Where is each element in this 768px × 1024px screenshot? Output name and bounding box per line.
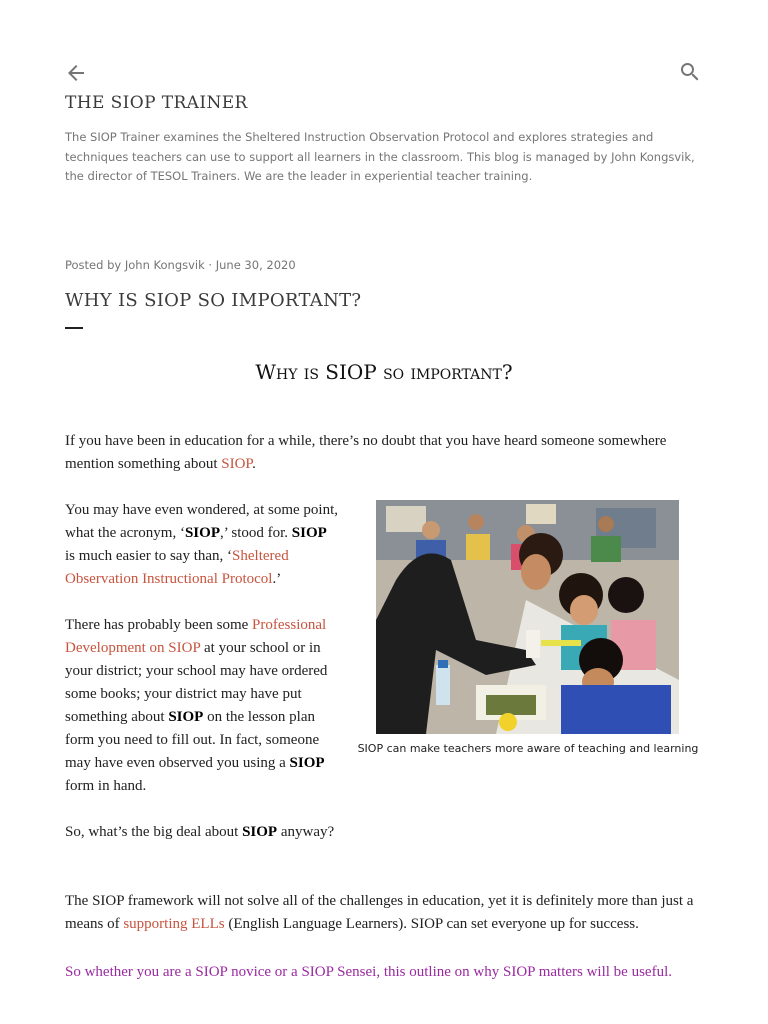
supporting-ells-link[interactable]: supporting ELLs <box>123 916 225 932</box>
header-bar <box>0 52 768 92</box>
siop-term: SIOP <box>168 709 204 725</box>
post-date-link[interactable]: June 30, 2020 <box>215 258 296 272</box>
siop-term: SIOP <box>242 824 278 840</box>
siop-link[interactable]: SIOP <box>221 456 253 472</box>
post-title: WHY IS SIOP SO IMPORTANT? <box>65 290 362 311</box>
classroom-photo[interactable] <box>376 500 679 734</box>
para-text: at your school or in your district; your school may have ordered some books; your district may have put something about <box>65 640 328 725</box>
arrow-left-icon[interactable] <box>64 61 88 85</box>
paragraph-intro <box>65 430 705 476</box>
title-divider <box>65 327 83 329</box>
para-text: (English Language Learners). SIOP can set everyone up for success. <box>224 916 639 932</box>
author-link[interactable]: John Kongsvik <box>124 258 205 272</box>
paragraph-professional-development <box>65 614 340 798</box>
paragraph-acronym <box>65 499 340 591</box>
para-text: form in hand. <box>65 778 147 794</box>
paragraph-big-deal <box>65 821 340 844</box>
figure-caption: SIOP can make teachers more aware of teaching and learning <box>357 742 699 755</box>
paragraph-outline-note: So whether you are a SIOP novice or a SIOP Sensei, this outline on why SIOP matters will be useful. <box>65 964 673 980</box>
para-text: .’ <box>272 571 282 587</box>
siop-term: SIOP <box>289 755 325 771</box>
para-text: on the lesson plan form you need to fill out. In fact, someone may have even observed you using a <box>65 709 320 771</box>
blog-title-link[interactable]: THE SIOP TRAINER <box>65 93 248 113</box>
article-heading: Why is SIOP so important? <box>255 360 513 384</box>
para-text: is much easier to say than, ‘ <box>65 548 233 564</box>
para-text: . <box>252 456 256 472</box>
para-text: The SIOP framework will not solve all of the challenges in education, yet it is definitely more than just a means of <box>65 893 694 932</box>
paragraph-framework <box>65 890 705 936</box>
professional-development-link[interactable]: Professional Development on SIOP <box>65 617 327 656</box>
posted-by-label: Posted by <box>65 258 122 272</box>
para-text: You may have even wondered, at some point, what the acronym, ‘ <box>65 502 339 541</box>
meta-separator: · <box>208 258 213 272</box>
sheltered-observation-link[interactable]: Sheltered Observation Instructional Protocol <box>65 548 289 587</box>
siop-term: SIOP <box>291 525 327 541</box>
para-text: ,’ stood for. <box>219 525 292 541</box>
blog-description: The SIOP Trainer examines the Sheltered Instruction Observation Protocol and explores strategies and techniques teachers can use to support all learners in the classroom. This blog is managed by John Kongsvik, the director of TESOL Trainers. We are the leader in experiential teacher training. <box>65 130 695 183</box>
post-meta <box>65 258 296 272</box>
para-text: There has probably been some <box>65 617 253 633</box>
para-text: So, what’s the big deal about <box>65 824 243 840</box>
left-column <box>65 499 340 867</box>
siop-term: SIOP <box>184 525 220 541</box>
para-text: If you have been in education for a while, there’s no doubt that you have heard someone somewhere mention something about <box>65 433 667 472</box>
search-icon[interactable] <box>678 60 702 84</box>
para-text: anyway? <box>277 824 335 840</box>
